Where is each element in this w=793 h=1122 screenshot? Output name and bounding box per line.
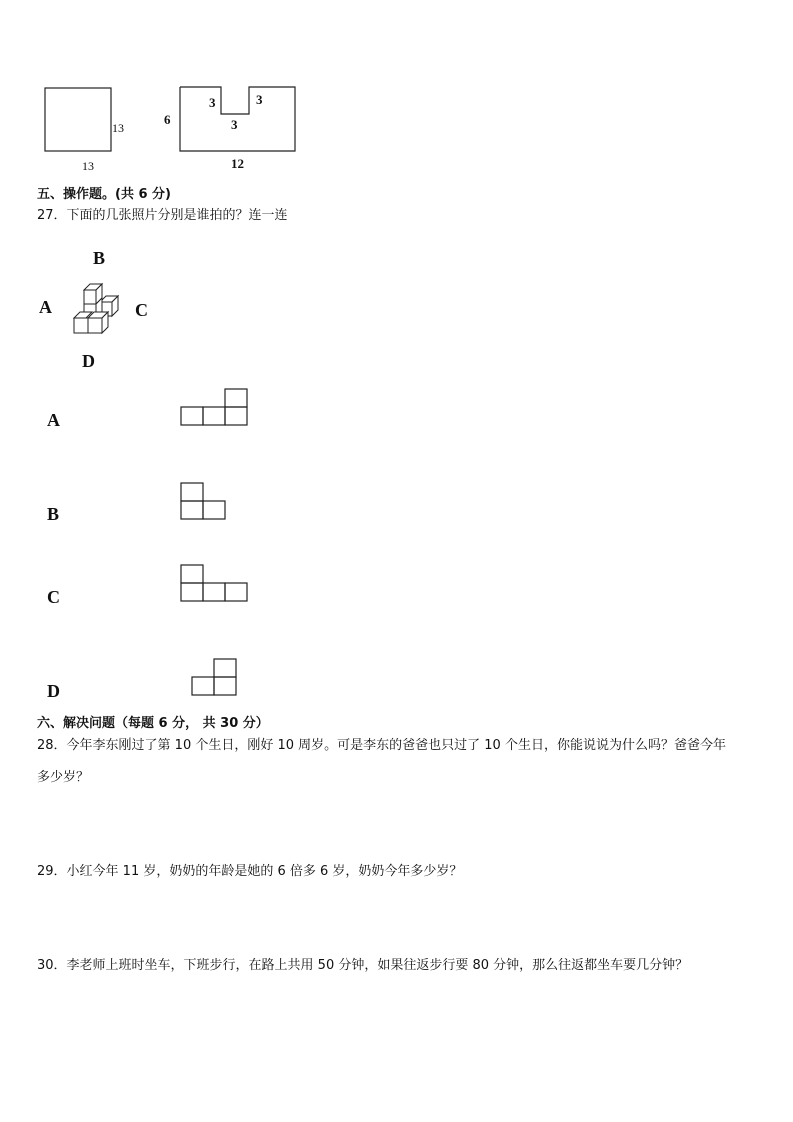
view-label-b: B bbox=[47, 504, 60, 524]
notch-left-label: 3 bbox=[209, 95, 216, 110]
view-label-a: A bbox=[47, 410, 60, 430]
question-28-line-2: 多少岁？ bbox=[37, 770, 90, 785]
view-c-grid bbox=[180, 564, 260, 604]
cube-label-right: C bbox=[135, 300, 148, 320]
view-label-d: D bbox=[47, 681, 60, 701]
view-b-grid bbox=[180, 482, 240, 522]
view-a-grid bbox=[180, 388, 260, 428]
section-6-heading: 六、解决问题（每题 6 分， 共 30 分） bbox=[37, 716, 269, 731]
square-side-label: 13 bbox=[112, 121, 124, 135]
question-29: 29．小红今年 11 岁，奶奶的年龄是她的 6 倍多 6 岁，奶奶今年多少岁？ bbox=[37, 864, 463, 879]
section-5-heading: 五、操作题。(共 6 分) bbox=[37, 187, 171, 202]
cube-label-top: B bbox=[93, 248, 106, 268]
question-28-line-1: 28．今年李东刚过了第 10 个生日，刚好 10 周岁。可是李东的爸爸也只过了 10 个生日，你能说说为什么吗？爸爸今年 bbox=[37, 738, 726, 753]
notched-figure bbox=[179, 86, 309, 156]
question-27: 27．下面的几张照片分别是谁拍的？连一连 bbox=[37, 208, 288, 223]
notched-bottom-label: 12 bbox=[231, 156, 244, 171]
notch-right-label: 3 bbox=[256, 92, 263, 107]
cube-stack-drawing bbox=[72, 282, 132, 342]
view-label-c: C bbox=[47, 587, 60, 607]
notch-bottom-label: 3 bbox=[231, 117, 238, 132]
square-bottom-label: 13 bbox=[82, 159, 94, 173]
view-d-grid bbox=[191, 658, 251, 698]
cube-label-left: A bbox=[39, 297, 52, 317]
notched-left-label: 6 bbox=[164, 112, 171, 127]
cube-label-bottom: D bbox=[82, 351, 95, 371]
question-30: 30．李老师上班时坐车，下班步行，在路上共用 50 分钟，如果往返步行要 80 分钟，那么往返都坐车要几分钟？ bbox=[37, 958, 689, 973]
